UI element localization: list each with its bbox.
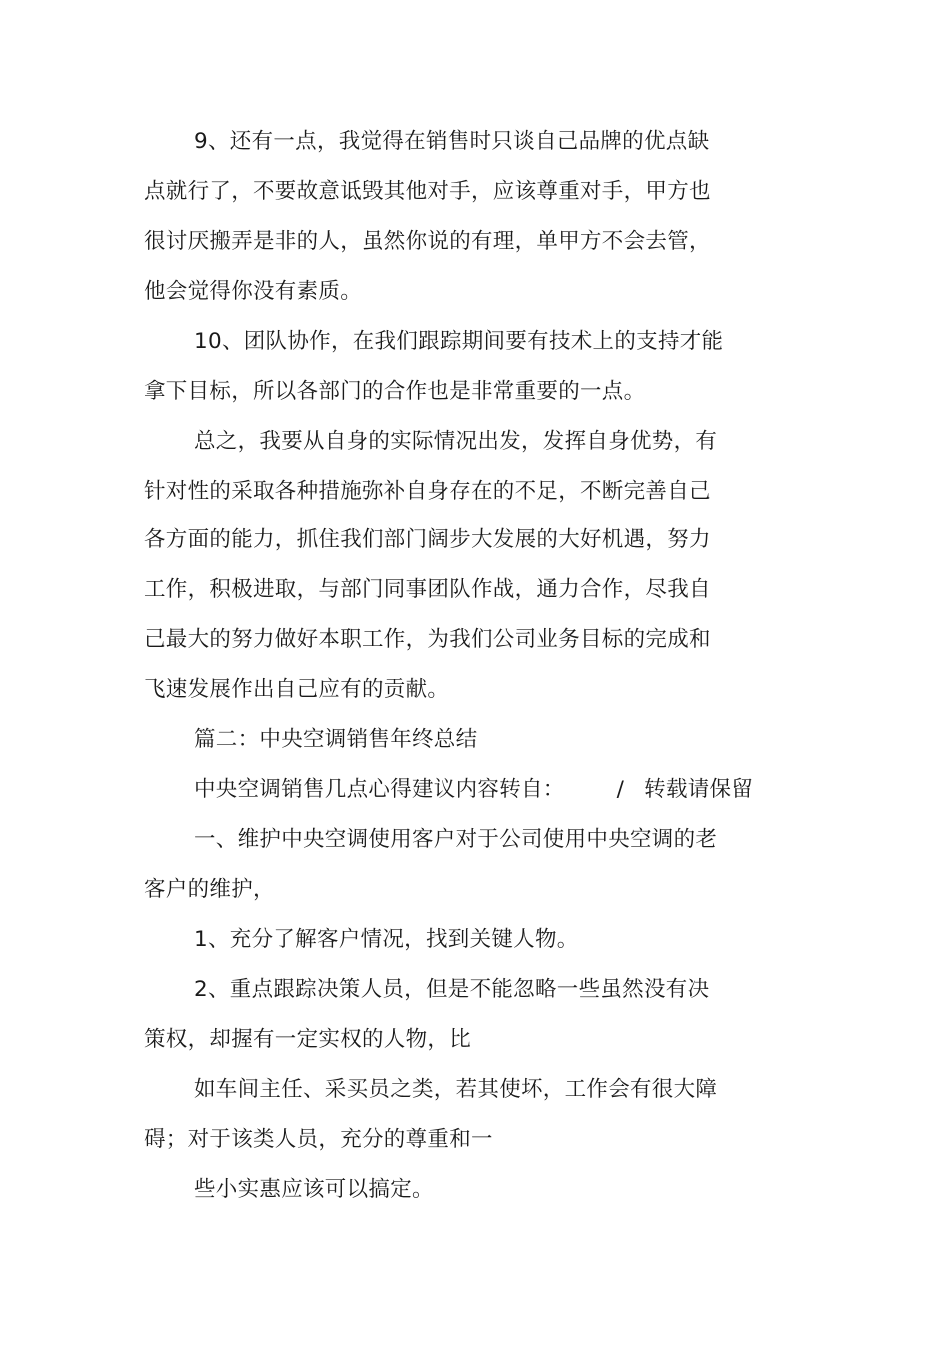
text-line: 己最大的努力做好本职工作，为我们公司业务目标的完成和 (144, 627, 711, 652)
text-line: 客户的维护， (144, 877, 275, 902)
text-line: 9、还有一点，我觉得在销售时只谈自己品牌的优点缺 (194, 129, 710, 154)
text-line: 总之，我要从自身的实际情况出发，发挥自身优势，有 (194, 429, 718, 454)
source-line (194, 775, 753, 805)
text-line: 飞速发展作出自己应有的贡献。 (144, 677, 450, 702)
text-line: 针对性的采取各种措施弥补自身存在的不足，不断完善自己 (144, 479, 711, 504)
text-line: 各方面的能力，抓住我们部门阔步大发展的大好机遇，努力 (144, 527, 711, 552)
repost-note: 转载请保留 (644, 777, 754, 802)
text-line: 10、团队协作，在我们跟踪期间要有技术上的支持才能 (194, 329, 724, 354)
text-line: 些小实惠应该可以搞定。 (194, 1177, 434, 1202)
text-line: 拿下目标，所以各部门的合作也是非常重要的一点。 (144, 379, 646, 404)
text-line: 策权，却握有一定实权的人物，比 (144, 1027, 472, 1052)
text-line: 1、充分了解客户情况，找到关键人物。 (194, 927, 579, 952)
text-line: 碍；对于该类人员，充分的尊重和一 (144, 1127, 493, 1152)
slash-separator: / (616, 777, 625, 802)
source-text: 中央空调销售几点心得建议内容转自： (194, 777, 565, 802)
text-line: 一、维护中央空调使用客户对于公司使用中央空调的老 (194, 827, 718, 852)
text-line: 很讨厌搬弄是非的人，虽然你说的有理，单甲方不会去管， (144, 229, 711, 254)
text-line: 2、重点跟踪决策人员，但是不能忽略一些虽然没有决 (194, 977, 710, 1002)
section-heading: 篇二：中央空调销售年终总结 (194, 727, 478, 752)
text-line: 如车间主任、采买员之类，若其使坏，工作会有很大障 (194, 1077, 718, 1102)
text-line: 点就行了，不要故意诋毁其他对手，应该尊重对手，甲方也 (144, 179, 711, 204)
text-line: 工作，积极进取，与部门同事团队作战，通力合作，尽我自 (144, 577, 711, 602)
text-line: 他会觉得你没有素质。 (144, 279, 363, 304)
